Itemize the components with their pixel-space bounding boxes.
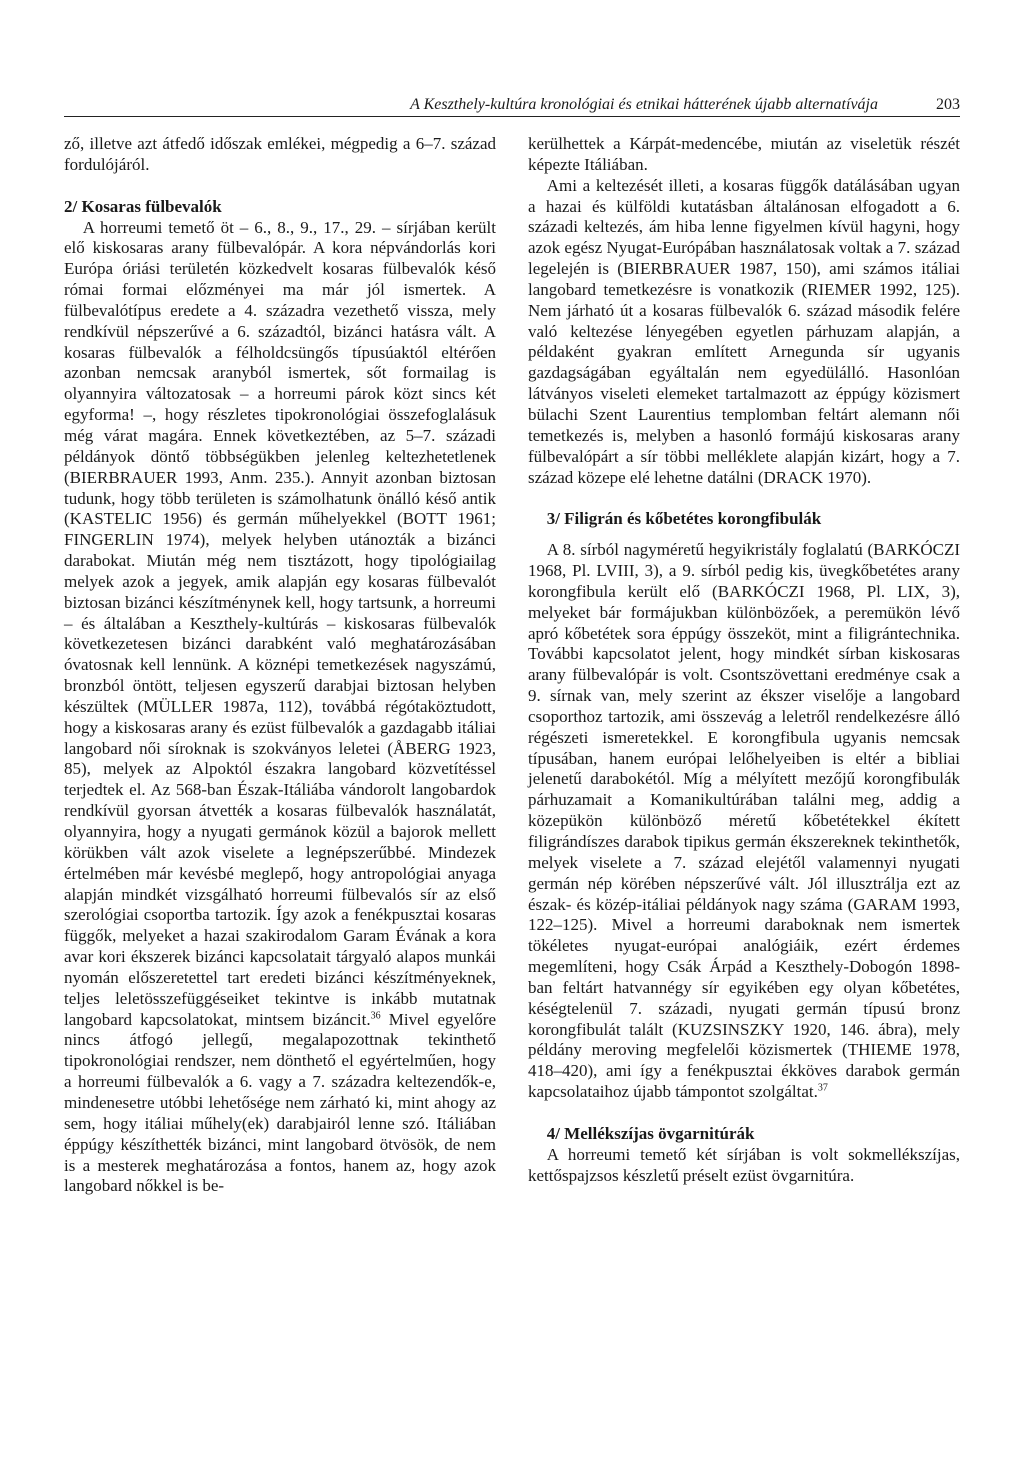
paragraph-earrings-text-cont: Mivel egyelőre nincs átfogó jellegű, megalapozottnak tekinthető tipokronológiai rendszer, nem dönthető el egyértelműen, hogy a horreumi fülbevalók a 6. vagy a 7. századra keltezendők-e, mindenesetre utóbbi lehetősége nem zárható ki, mint ahogy az sem, hogy itáliai műhely(ek) darabjairól lenne szó. Itáliában éppúgy készíthették bizánci, mint langobard ötvösök, de nem is a mesterek meghatározása a fontos, hanem az, hogy azok langobard nőkkel is be- [64, 1009, 496, 1196]
paragraph-earrings-text: A horreumi temető öt – 6., 8., 9., 17., 29. – sírjában került elő kiskosaras arany fülbevalópár. A kora népvándorlás kori Európa óriási területén közkedvelt kosaras fülbevalók késő római formai előzményei ma már jól ismertek. A fülbevalótípus eredete a 4. századra vezethető vissza, mely rendkívül népszerűvé a 6. századtól, bizánci hatásra vált. A kosaras fülbevalók a félholdcsüngős típusúaktól eltérően azonban nemcsak aranyból ismertek, sőt formailag is olyannyira változatosak – a horreumi párok közt sincs két egyforma! –, hogy részletes tipokronológiai összefoglalásuk még várat magára. Ennek következtében, az 5–7. századi példányok döntő többségükben jelenleg keltezhetetlenek (BIERBRAUER 1993, Anm. 235.). Annyit azonban biztosan tudunk, hogy több területen is számolhatunk önálló késő antik (KASTELIC 1956) és germán műhelyekkel (BOTT 1961; FINGERLIN 1974), melyek helyben utánozták a bizánci darabokat. Miután még nem tisztázott, hogy tipológiailag melyek azok a jegyek, amik alapján egy kosaras fülbevalót biztosan bizánci készítménynek kell, hogy tartsunk, a horreumi – és általában a Keszthely-kultúrás – kiskosaras fülbevalók következetesen bizánci darabként való meghatározásában óvatosnak kell lennünk. A köznépi temetkezések nagyszámú, bronzból öntött, teljesen egyszerű darabjai biztosan helyben készültek (MÜLLER 1987a, 112), továbbá régótaköztudott, hogy a kiskosaras arany és ezüst fülbevalók a gazdagabb itáliai langobard női síroknak is szokványos leletei (ÅBERG 1923, 85), melyek az Alpoktól északra langobard közvetítéssel terjedtek el. Az 568-ban Észak-Itáliába vándorolt langobardok rendkívül gyorsan átvették a kosaras fülbevalók használatát, olyannyira, hogy a nyugati germánok közül a bajorok mellett körükben vált azok viselete a legnépszerűbbé. Mindezek értelmében már kevésbé meglepő, hogy antropológiai anyaga alapján mindkét vizsgálható horreumi fülbevalós sír az első szerológiai csoportba tartozik. Így azok a fenékpusztai kosaras függők, melyeket a hazai szakirodalom Garam Évának a kora avar kori ékszerek bizánci kapcsolatait tárgyaló alapos munkái nyomán előszeretettel tart eredeti bizánci készítményeknek, teljes leletösszefüggéseiket tekintve is inkább mutatnak langobard kapcsolatokat, mintsem bizáncit. [64, 217, 496, 1029]
page-number: 203 [936, 96, 960, 113]
running-title: A Keszthely-kultúra kronológiai és etnikai hátterének újabb alternatívája [410, 96, 878, 113]
paragraph-continuation-right: kerülhettek a Kárpát-medencébe, miután az viseletük részét képezte Itáliában. [528, 134, 960, 174]
paragraph-belts: A horreumi temető két sírjában is volt sokmellékszíjas, kettőspajzsos készletű préselt ezüst övgarnitúra. [528, 1144, 960, 1185]
paragraph-fibulae-text: A 8. sírból nagyméretű hegyikristály foglalatú (BARKÓCZI 1968, Pl. LVIII, 3), a 9. sírból pedig kis, üvegkőbetétes arany korongfibula került elő (BARKÓCZI 1968, Pl. LIX, 3), melyeket bár formájukban különbözőek, a peremükön lévő apró kőbetétek sora éppúgy összeköt, mint a filigrántechnika. További kapcsolatot jelent, hogy mindkét sírban kiskosaras arany fülbevalópár is volt. Csontszövettani eredménye csak a 9. sírnak van, mely szerint az ékszer viselője a langobard csoporthoz tartozik, ami összevág a leletről rendelkezésre álló régészeti ismeretekkel. E korongfibula ugyanis nemcsak típusában, hanem európai lelőhelyeiben is eltér a bibliai jelenetű darabokétól. Míg a mélyített mezőjű korongfibulák párhuzamait a Komanikultúrában találni meg, addig a közepükön különböző méretű kőbetétekkel ékített filigrándíszes darabok tipikus germán ékszereknek tekinthetők, melyek viselete a 7. század elejétől valamennyi nyugati germán nép körében népszerűvé vált. Jól illusztrálja ezt az észak- és közép-itáliai példányok nagy száma (GARAM 1993, 122–125). Mivel a horreumi daraboknak nem ismertek tökéletes nyugat-európai analógiáik, ezért érdemes megemlíteni, hogy Csák Árpád a Keszthely-Dobogón 1898-ban feltárt hatvannégy sír egyikében egy olyan kőbetétes, késégtelenül 7. századi, nyugati germán típusú bronz korongfibulát talált (KUZSINSZKY 1920, 146. ábra), mely példány meroving megfelelői közismertek (THIEME 1978, 418–420), ami így a fenékpusztai ékköves darabok germán kapcsolataihoz újabb támpontot szolgáltat. [528, 540, 960, 1102]
paragraph-dating: Ami a keltezését illeti, a kosaras függők datálásában ugyan a hazai és külföldi kutatásban általánosan elfogadott a 6. századi keltezés, ám hiba lenne figyelmen kívül hagyni, hogy azok egész Nyugat-Európában használatosak voltak a 7. század legelején is (BIERBRAUER 1987, 150), ami számos itáliai langobard temetkezésre is vonatkozik (RIEMER 1992, 125). Nem járható út a kosaras fülbevalók 6. század második felére való keltezése lényegében egyetlen párhuzam alapján, a példaként gyakran említett Arnegunda sír ugyanis gazdagságában egyáltalán nem egyedülálló. Hasonlóan látványos viseleti elemeket tartalmazott az éppúgy közismert bülachi Szent Laurentius templomban feltárt alemann női temetkezés is, melyben a hasonló formájú kiskosaras arany fülbevalópárt a sír többi melléklete alapján kizárt, hogy a 7. század közepe elé lehetne datálni (DRACK 1970). [528, 175, 960, 487]
paragraph-fibulae [528, 540, 960, 1103]
running-header [64, 92, 960, 117]
right-column [528, 134, 960, 1187]
left-column [64, 134, 496, 1197]
paragraph-earrings [64, 218, 496, 1198]
section-heading-2: 2/ Kosaras fülbevalók [64, 196, 222, 216]
footnote-ref-36: 36 [370, 1009, 381, 1021]
section-heading-4: 4/ Mellékszíjas övgarnitúrák [546, 1123, 755, 1143]
footnote-ref-37: 37 [817, 1082, 828, 1094]
section-heading-3: 3/ Filigrán és kőbetétes korongfibulák [546, 509, 822, 529]
paragraph-continuation-left: ző, illetve azt átfedő időszak emlékei, mégpedig a 6–7. század fordulójáról. [64, 134, 496, 174]
